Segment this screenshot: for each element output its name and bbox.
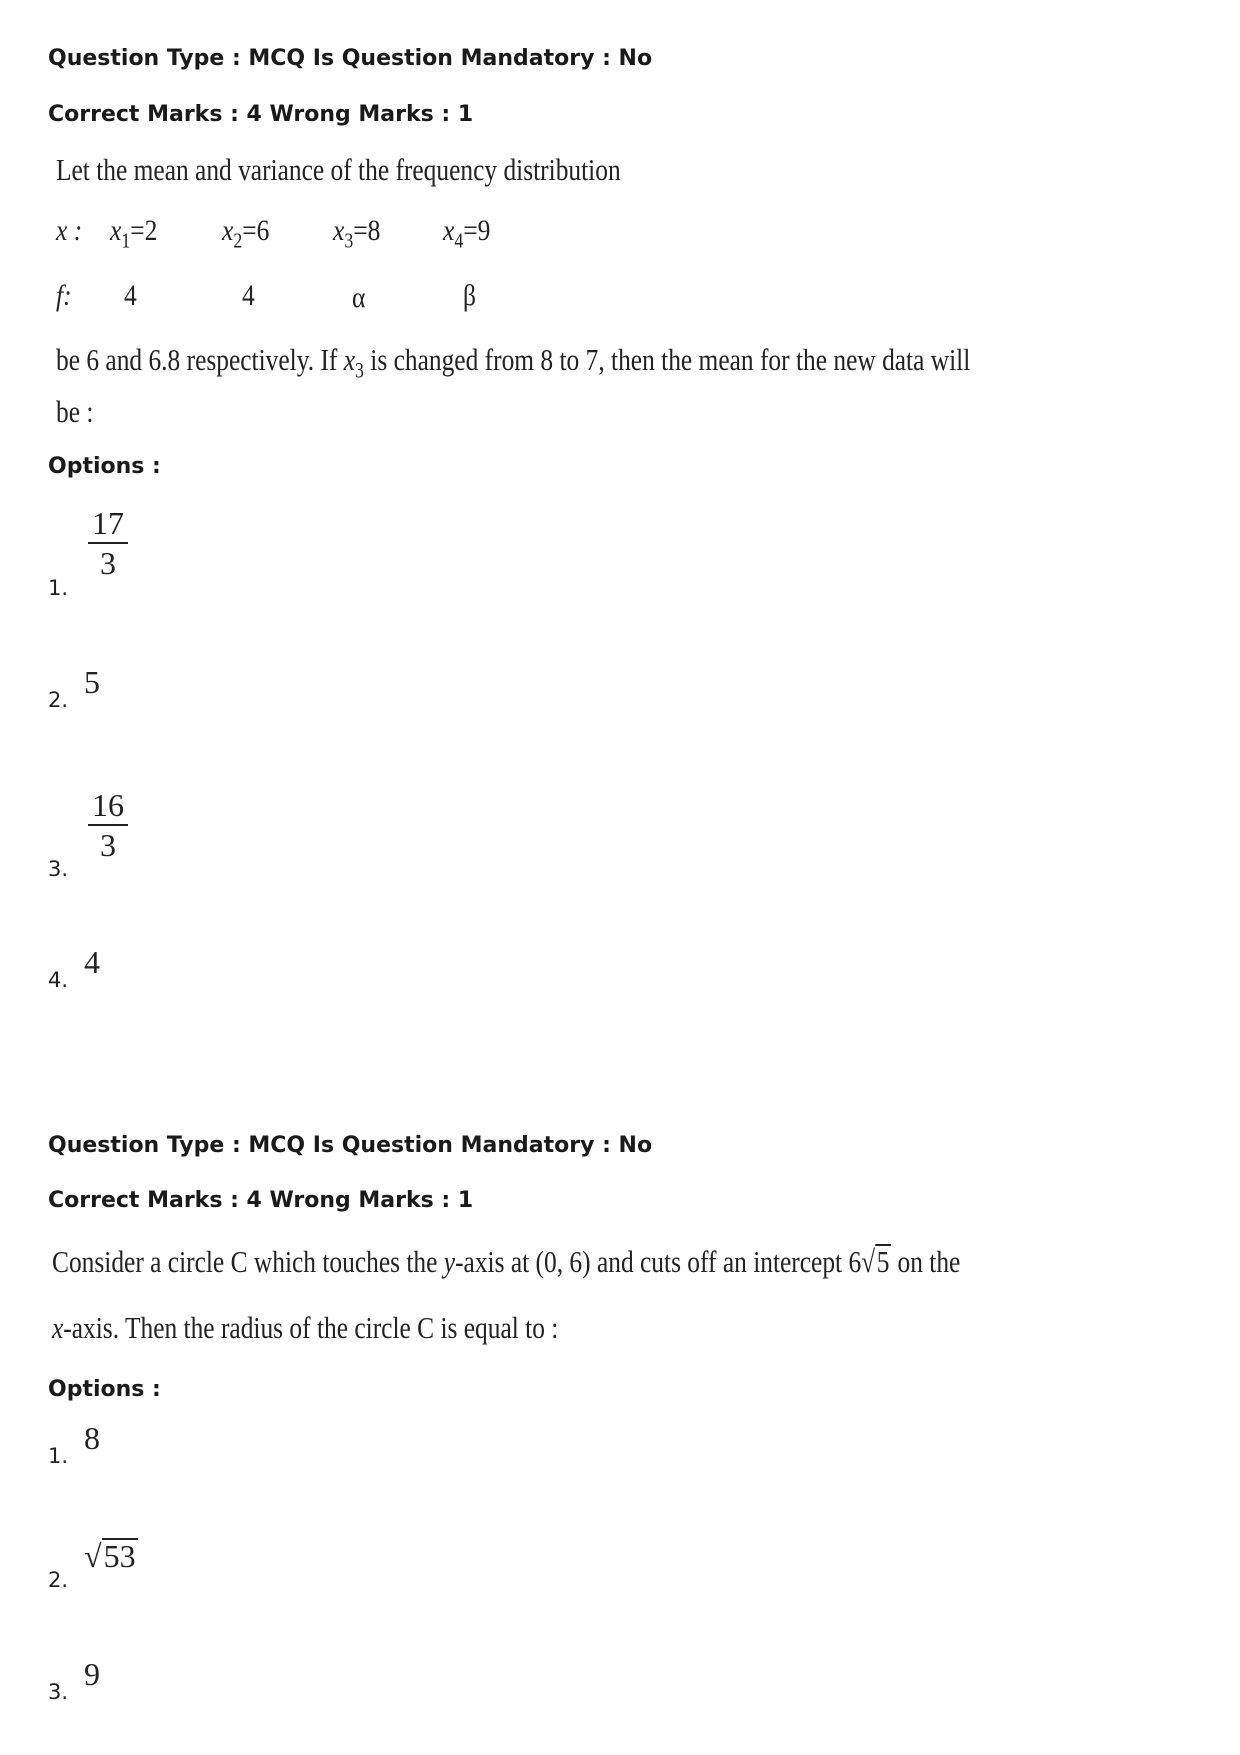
options-label: Options : [48, 1377, 161, 1402]
marks-line: Correct Marks : 4 Wrong Marks : 1 [48, 102, 474, 127]
option-number: 4. [48, 968, 69, 992]
sqrt-symbol: √ 53 [84, 1538, 136, 1574]
f-value-3: α [352, 281, 366, 314]
option-fraction[interactable] [88, 506, 128, 582]
option-number: 2. [48, 1568, 69, 1592]
question-body-line: be 6 and 6.8 respectively. If $x_3$ is changed from 8 to 7, then the mean for the new data will [56, 342, 971, 383]
option-value[interactable]: 8 [84, 1420, 100, 1456]
option-value[interactable]: 4 [84, 944, 100, 980]
x-value-3: $x_3=8$ [333, 214, 381, 253]
question-type-line: Question Type : MCQ Is Question Mandatory : No [48, 1133, 653, 1158]
f-value-4: β [463, 279, 476, 312]
question-intro: Let the mean and variance of the frequency distribution [56, 152, 621, 187]
question-body-line: x-axis. Then the radius of the circle C is equal to : [52, 1310, 559, 1345]
x-row-label: x : [56, 214, 83, 247]
option-number: 3. [48, 1680, 69, 1704]
denominator: 3 [100, 827, 116, 863]
option-number: 1. [48, 576, 69, 600]
numerator: 16 [88, 788, 128, 826]
question-body-line: Consider a circle C which touches the y-axis at (0, 6) and cuts off an intercept 6√ 5 on the [52, 1244, 961, 1279]
option-value[interactable]: 9 [84, 1656, 100, 1692]
denominator: 3 [100, 545, 116, 581]
option-number: 2. [48, 688, 69, 712]
f-value-2: 4 [242, 279, 255, 312]
option-fraction[interactable] [88, 788, 128, 864]
f-row-label: f: [56, 279, 72, 312]
x-value-2: $x_2=6$ [222, 214, 270, 253]
option-value[interactable] [84, 1538, 138, 1575]
options-label: Options : [48, 454, 161, 479]
option-number: 3. [48, 857, 69, 881]
x-value-1: $x_1=2$ [110, 214, 158, 253]
question-type-line: Question Type : MCQ Is Question Mandatory : No [48, 46, 653, 71]
f-value-1: 4 [124, 279, 137, 312]
marks-line: Correct Marks : 4 Wrong Marks : 1 [48, 1188, 474, 1213]
sqrt-symbol: √ 5 [861, 1244, 890, 1279]
x-value-4: $x_4=9$ [443, 214, 491, 253]
option-number: 1. [48, 1444, 69, 1468]
numerator: 17 [88, 506, 128, 544]
question-body-line-end: be : [56, 394, 94, 429]
option-value[interactable]: 5 [84, 664, 100, 700]
